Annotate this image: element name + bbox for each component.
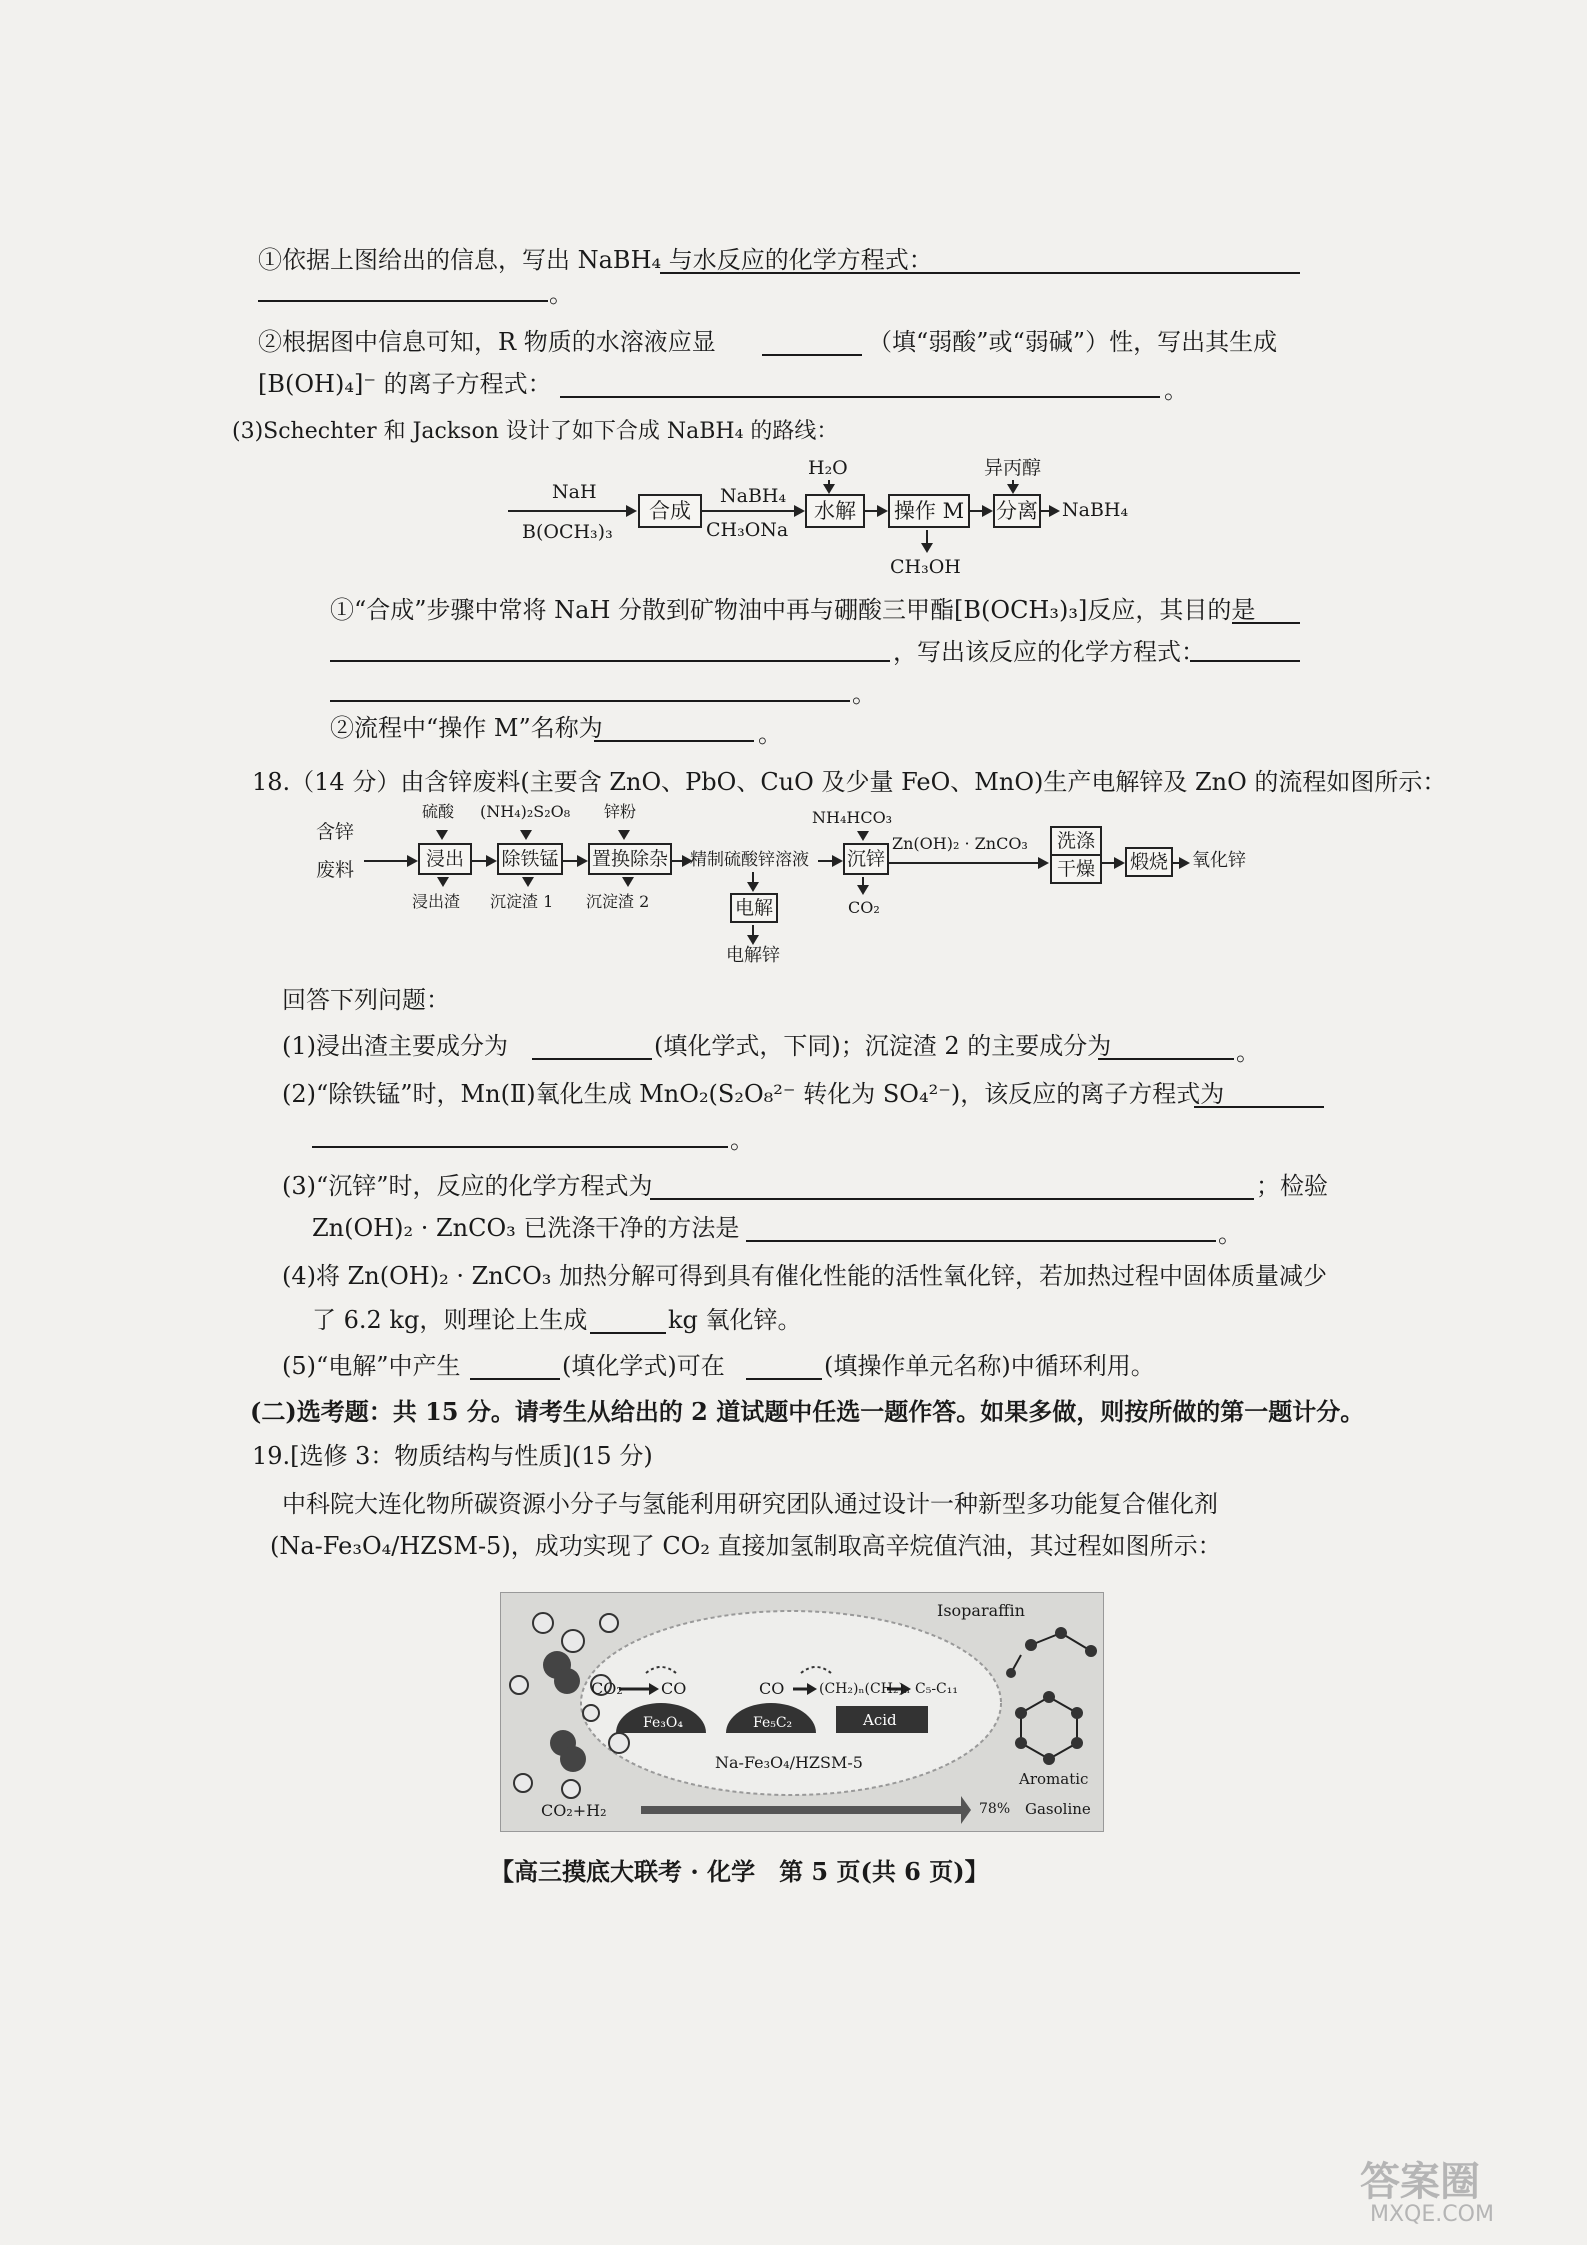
answer-blank[interactable] (1190, 660, 1300, 662)
answer-blank[interactable] (258, 300, 548, 302)
q18-q1-text-b: (填化学式，下同)；沉淀渣 2 的主要成分为 (654, 1032, 1112, 1060)
period: 。 (852, 680, 876, 708)
fig-label: C₅-C₁₁ (915, 1681, 958, 1697)
answer-blank[interactable] (1098, 1058, 1234, 1060)
q18-heading: 18.（14 分）由含锌废料(主要含 ZnO、PbO、CuO 及少量 FeO、MnO)生产电解锌及 ZnO 的流程如图所示： (252, 768, 1447, 796)
flow-label: NH₄HCO₃ (812, 808, 893, 827)
flow-box-synthesis: 合成 (638, 494, 702, 528)
q18-q4-text-b: 了 6.2 kg，则理论上生成 (312, 1306, 588, 1334)
q18-q5-text-c: (填操作单元名称)中循环利用。 (824, 1352, 1155, 1380)
flow-label: 含锌 (316, 821, 355, 843)
flow-label: 电解锌 (726, 945, 780, 966)
answer-blank[interactable] (590, 1332, 666, 1334)
period: 。 (1218, 1220, 1242, 1248)
fig-label: Fe₃O₄ (643, 1715, 683, 1731)
flow-box-displacement: 置换除杂 (588, 843, 672, 875)
flow-label: 沉淀渣 1 (490, 892, 554, 911)
fig-label: Aromatic (1019, 1770, 1089, 1788)
flow-label: 锌粉 (604, 802, 637, 821)
fig-label: 78% (979, 1801, 1011, 1817)
flow-label: NaBH₄ (720, 485, 787, 507)
watermark-logo: 答案圈 (1360, 2159, 1480, 2205)
flow-box-operation-m: 操作 M (888, 494, 970, 528)
flow-box-electrolysis: 电解 (730, 893, 778, 923)
fig-label: (CH₂)ₙ(CH₂)ₙ (819, 1681, 911, 1697)
q17-part1-text: ①依据上图给出的信息，写出 NaBH₄ 与水反应的化学方程式： (258, 246, 933, 274)
answer-blank[interactable] (560, 396, 1160, 398)
flow-box-fe-mn-removal: 除铁锰 (497, 843, 563, 875)
flow-label: 沉淀渣 2 (586, 892, 650, 911)
flow-label: 浸出渣 (412, 892, 461, 911)
fig-label: CO₂+H₂ (541, 1801, 607, 1820)
flow-label: CH₃ONa (706, 519, 789, 541)
q18-prompt: 回答下列问题： (282, 986, 450, 1014)
q17-part4-text-b: ，写出该反应的化学方程式： (893, 638, 1205, 666)
answer-blank[interactable] (762, 354, 862, 356)
flow-label: NaH (552, 481, 597, 503)
q18-q4-text: (4)将 Zn(OH)₂ · ZnCO₃ 加热分解可得到具有催化性能的活性氧化锌，若加热过程中固体质量减少 (282, 1262, 1328, 1290)
q18-q3-text: (3)“沉锌”时，反应的化学方程式为 (282, 1172, 653, 1200)
answer-blank[interactable] (594, 740, 754, 742)
q18-q1-text: (1)浸出渣主要成分为 (282, 1032, 508, 1060)
q17-part2-text-c: [B(OH)₄]⁻ 的离子方程式： (258, 370, 552, 398)
fig-label: CO (759, 1679, 785, 1698)
fig-label: CO (661, 1679, 687, 1698)
period: 。 (1236, 1038, 1260, 1066)
flow-box-separation: 分离 (993, 494, 1041, 528)
fig-label: Isoparaffin (937, 1601, 1025, 1620)
catalysis-illustration (501, 1593, 1103, 1831)
flow-label: B(OCH₃)₃ (522, 521, 613, 543)
flow-label: NaBH₄ (1062, 499, 1129, 521)
flow-label: (NH₄)₂S₂O₈ (480, 802, 571, 821)
answer-blank[interactable] (312, 1146, 728, 1148)
fig-label: Gasoline (1025, 1800, 1091, 1818)
catalysis-figure (500, 1592, 1104, 1832)
flow-label-solution: 精制硫酸锌溶液 (690, 850, 809, 870)
period: 。 (758, 720, 782, 748)
answer-blank[interactable] (650, 1198, 1254, 1200)
section-heading: (二)选考题：共 15 分。请考生从给出的 2 道试题中任选一题作答。如果多做，则按所做的第一题计分。 (250, 1397, 1365, 1426)
flow-label: CH₃OH (890, 556, 961, 578)
flow-label: 废料 (316, 859, 355, 881)
period: 。 (730, 1126, 754, 1154)
answer-blank[interactable] (330, 660, 890, 662)
answer-blank[interactable] (746, 1240, 1216, 1242)
q18-q3-text-b: ；检验 (1256, 1172, 1328, 1200)
q17-part2-text-b: （填“弱酸”或“弱碱”）性，写出其生成 (868, 328, 1278, 356)
q18-q5-text-b: (填化学式)可在 (562, 1352, 725, 1380)
q18-q3-text-c: Zn(OH)₂ · ZnCO₃ 已洗涤干净的方法是 (312, 1214, 740, 1242)
flow-label: 洗涤 (1056, 830, 1095, 852)
page-footer: 【高三摸底大联考 · 化学 第 5 页(共 6 页)】 (490, 1857, 989, 1886)
answer-blank[interactable] (660, 272, 1300, 274)
flow-box-hydrolysis: 水解 (805, 494, 865, 528)
answer-blank[interactable] (1232, 622, 1300, 624)
flow-label: Zn(OH)₂ · ZnCO₃ (892, 834, 1028, 853)
flow-label: 硫酸 (422, 802, 455, 821)
flow-label: CO₂ (848, 898, 880, 917)
flow-box-leach: 浸出 (418, 843, 472, 875)
fig-label: Fe₅C₂ (753, 1715, 793, 1731)
answer-blank[interactable] (746, 1378, 822, 1380)
flow-label: H₂O (808, 457, 848, 479)
watermark-url: MXQE.COM (1370, 2202, 1494, 2227)
flow-label: 异丙醇 (984, 457, 1042, 479)
flow-box-calcine: 煅烧 (1125, 847, 1173, 877)
flow-box-wash-dry (1050, 826, 1102, 884)
answer-blank[interactable] (330, 700, 850, 702)
answer-blank[interactable] (1194, 1106, 1324, 1108)
q17-part2-text: ②根据图中信息可知，R 物质的水溶液应显 (258, 328, 716, 356)
period: 。 (549, 280, 573, 308)
flow-label: 干燥 (1052, 854, 1100, 882)
fig-label: Acid (863, 1711, 897, 1729)
q19-heading: 19.[选修 3：物质结构与性质](15 分) (252, 1442, 653, 1470)
q18-q4-text-c: kg 氧化锌。 (668, 1306, 802, 1334)
period: 。 (1164, 376, 1188, 404)
q17-part3-text: (3)Schechter 和 Jackson 设计了如下合成 NaBH₄ 的路线： (232, 419, 839, 444)
answer-blank[interactable] (532, 1058, 652, 1060)
answer-blank[interactable] (470, 1378, 560, 1380)
q19-text-line2: (Na-Fe₃O₄/HZSM-5)，成功实现了 CO₂ 直接加氢制取高辛烷值汽油，其过程如图所示： (270, 1532, 1222, 1560)
flow-label: 氧化锌 (1192, 850, 1246, 871)
fig-label: Na-Fe₃O₄/HZSM-5 (715, 1753, 863, 1772)
fig-label: CO₂ (591, 1679, 623, 1698)
q19-text-line1: 中科院大连化物所碳资源小分子与氢能利用研究团队通过设计一种新型多功能复合催化剂 (282, 1490, 1218, 1518)
flow-box-zinc-precipitation: 沉锌 (843, 843, 889, 875)
q17-part4-text: ①“合成”步骤中常将 NaH 分散到矿物油中再与硼酸三甲酯[B(OCH₃)₃]反应，其目的是 (330, 596, 1256, 624)
q17-part5-text: ②流程中“操作 M”名称为 (330, 714, 603, 742)
q18-q2-text: (2)“除铁锰”时，Mn(Ⅱ)氧化生成 MnO₂(S₂O₈²⁻ 转化为 SO₄²⁻)，该反应的离子方程式为 (282, 1080, 1225, 1108)
q18-q5-text: (5)“电解”中产生 (282, 1352, 461, 1380)
